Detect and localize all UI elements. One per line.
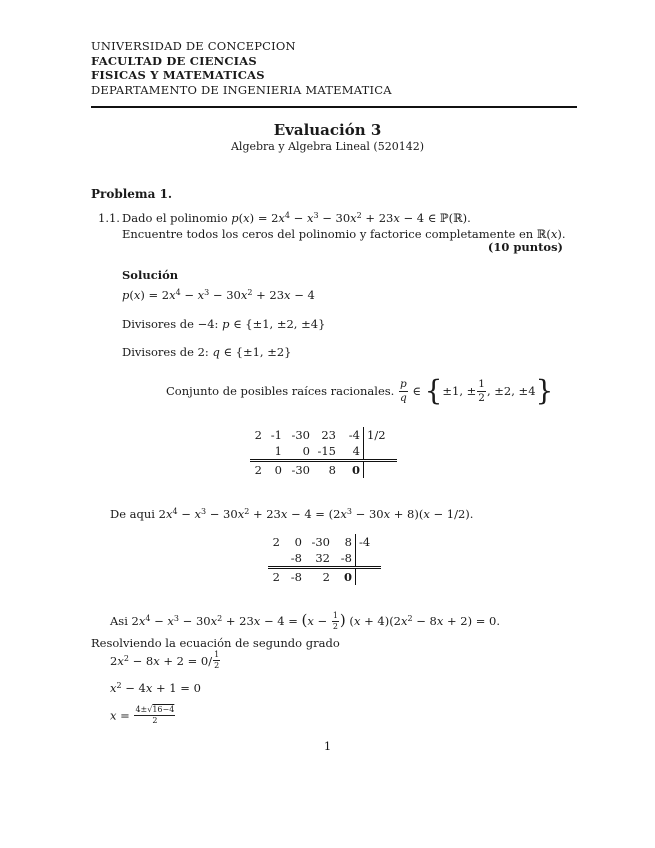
problem-statement-2 (122, 227, 566, 241)
table-cell (356, 550, 382, 568)
table-cell: -8 (290, 551, 302, 565)
table-cell-remainder: 0 (336, 461, 364, 479)
course-subtitle: Algebra y Algebra Lineal (520142) (230, 140, 424, 153)
divisors-p-line: Divisores de −4: p ∈ {±1, ±2, ±4} (122, 317, 326, 331)
divisors-p-label: Divisores de (122, 317, 198, 331)
table-cell: 2 (272, 535, 280, 549)
table-cell: 2 (254, 428, 262, 442)
faculty-name: FACULTAD DE CIENCIAS (91, 54, 257, 68)
half-fraction: $\frac{1}{2}$ (478, 378, 485, 404)
header-rule (91, 106, 577, 108)
table-cell: -1 (270, 428, 282, 442)
p-over-q: $\frac{p}{q}$ (400, 378, 407, 404)
faculty-name-2: FISICAS Y MATEMATICAS (91, 68, 265, 82)
table-cell: 4 (352, 444, 360, 458)
quadratic-formula-line: x = $\frac{4\pm√16-4}{2}$ (110, 705, 175, 725)
university-name: UNIVERSIDAD DE CONCEPCION (91, 39, 296, 53)
table-cell: 2 (268, 568, 280, 586)
synthetic-division-table-2 (268, 534, 381, 585)
quadratic-line-2: $x^2 - 4x + 1 = 0$ (110, 681, 201, 695)
points-label: (10 puntos) (487, 240, 563, 254)
page-title: Evaluación 3 (273, 121, 382, 139)
table-cell: -30 (282, 461, 310, 479)
table-cell (250, 443, 262, 461)
table-cell: -8 (340, 551, 352, 565)
table-cell: -15 (317, 444, 336, 458)
table-cell: 8 (310, 461, 336, 479)
table-cell: 32 (315, 551, 330, 565)
statement-prefix: Dado el polinomio (122, 211, 232, 225)
table-cell-remainder: 0 (330, 568, 356, 586)
asi-label: Asi (110, 614, 132, 628)
table-cell: 2 (302, 568, 330, 586)
half-fraction-2: $\frac{1}{2}$ (214, 650, 220, 670)
table-cell: 0 (302, 444, 310, 458)
factorization-step-2: Asi $2x^4 - x^3 - 30x^2 + 23x - 4 = (x$ − $\frac{1}{2}$ ) $(x + 4)(2x^2 - 8x + 2) = 0$. (110, 610, 501, 631)
table-cell-root: -4 (356, 534, 382, 550)
table-cell: 0 (294, 535, 302, 549)
table-cell: -4 (348, 428, 360, 442)
polynomial-line: $p(x) = 2x^4 - x^3 - 30x^2 + 23x - 4$ (122, 288, 315, 302)
table-cell-root: 1/2 (364, 427, 398, 443)
table-cell: -30 (291, 428, 310, 442)
deaqui-label: De aqui (110, 507, 159, 521)
resolving-text: Resolviendo la ecuación de segundo grado (91, 636, 340, 650)
table-cell: 8 (344, 535, 352, 549)
divisors-q-line: Divisores de 2: q ∈ {±1, ±2} (122, 345, 292, 359)
rational-roots-label: Conjunto de posibles raíces racionales. (166, 384, 398, 398)
factorization-step-1: De aqui $2x^4 - x^3 - 30x^2 + 23x - 4 = (2x^3 - 30x + 8)(x - 1/2)$. (110, 507, 474, 521)
table-cell: -30 (311, 535, 330, 549)
table-cell: 1 (274, 444, 282, 458)
page-number: 1 (323, 739, 332, 753)
table-cell: 23 (321, 428, 336, 442)
statement-text: Encuentre todos los ceros del polinomio y factorice completamente en (122, 227, 537, 241)
table-cell (268, 550, 280, 568)
quadratic-formula-fraction: $\frac{4\pm√16-4}{2}$ (135, 705, 175, 725)
table-cell (364, 443, 398, 461)
polynomial-definition: $p(x) = 2x^4 - x^3 - 30x^2 + 23x - 4$ ∈ ℙ(ℝ). (231, 211, 471, 225)
problem-statement-1 (122, 211, 471, 225)
half-fraction-small: $\frac{1}{2}$ (332, 610, 338, 631)
table-cell (364, 461, 398, 479)
problem-heading: Problema 1. (91, 187, 173, 201)
table-cell: 0 (262, 461, 282, 479)
table-cell: -8 (280, 568, 302, 586)
solution-heading: Solución (122, 268, 179, 282)
table-cell (356, 568, 382, 586)
department-name: DEPARTAMENTO DE INGENIERIA MATEMATICA (91, 83, 392, 97)
rational-roots-line: Conjunto de posibles raíces racionales. $\frac{p}{q}$ ∈ {±1, ± $\frac{1}{2}$ , ±2, ±4} (166, 374, 554, 407)
synthetic-division-table-1 (250, 427, 397, 478)
problem-number: 1.1. (98, 211, 120, 225)
divisors-q-label: Divisores de 2: (122, 345, 213, 359)
field-symbol: ℝ(x). (536, 227, 566, 241)
quadratic-line-1: $2x^2 - 8x + 2 = 0/$ $\frac{1}{2}$ (110, 650, 220, 670)
table-cell: 2 (250, 461, 262, 479)
